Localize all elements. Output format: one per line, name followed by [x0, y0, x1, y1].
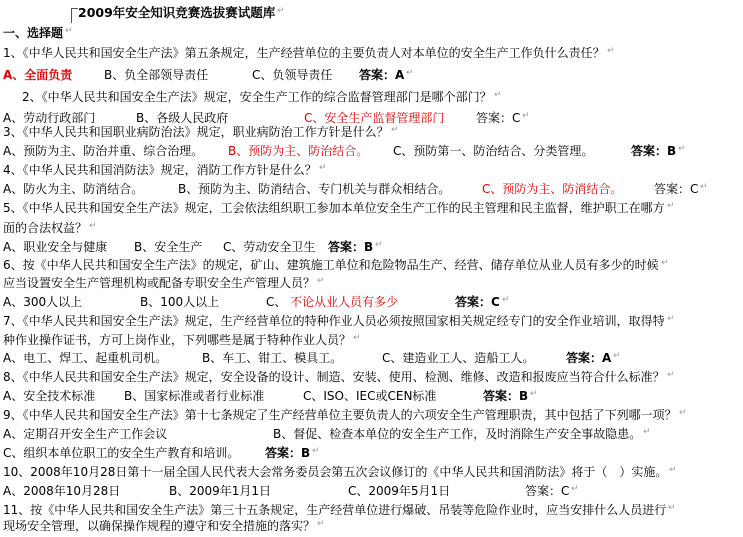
- paragraph-mark-icon: ↵: [668, 503, 676, 513]
- text-run: B、预防为主、防治结合。: [228, 144, 369, 158]
- text-run: C、劳动安全卫生: [223, 240, 316, 254]
- text-run: B、国家标准或者行业标准: [124, 389, 265, 403]
- paragraph-mark-icon: ↵: [661, 258, 669, 268]
- paragraph-mark-icon: ↵: [613, 351, 621, 361]
- text-run: A、定期召开安全生产工作会议: [3, 427, 168, 441]
- text-run: 答案：A: [566, 351, 612, 365]
- paragraph-mark-icon: ↵: [317, 519, 325, 529]
- text-run: 答案：C: [476, 111, 521, 125]
- text-line: [0, 42, 743, 64]
- paragraph-mark-icon: ↵: [391, 125, 399, 135]
- text-run: C、2009年5月1日: [348, 484, 451, 498]
- text-run: 2009年安全知识竞赛选拔赛试题库: [78, 5, 276, 20]
- text-run: 4、《中华人民共和国消防法》规定，消防工作方针是什么？: [3, 163, 317, 177]
- paragraph-mark-icon: ↵: [319, 163, 327, 173]
- text-run: B、2009年1月1日: [169, 484, 272, 498]
- text-run: 7、《中华人民共和国安全生产法》规定，生产经营单位的特种作业人员必须按照国家相关规定经专门的安全作业培训，取得特: [3, 314, 665, 328]
- text-run: B、各级人民政府: [136, 111, 229, 125]
- paragraph-mark-icon: ↵: [502, 295, 510, 305]
- text-run: 6、按《中华人民共和国安全生产法》的规定，矿山、建筑施工单位和危险物品生产、经营、储存单位从业人员有多少的时候: [3, 258, 659, 272]
- text-line: [0, 197, 743, 219]
- text-run: C、组织本单位职工的安全生产教育和培训。: [3, 446, 240, 460]
- paragraph-mark-icon: ↵: [353, 333, 361, 343]
- text-run: 不论从业人员有多少: [290, 295, 399, 309]
- text-run: C、: [266, 295, 287, 309]
- text-run: A、预防为主、防治并重、综合治理。: [3, 144, 204, 158]
- text-run: 答案：A: [359, 68, 405, 82]
- text-run: B、预防为主、防消结合、专门机关与群众相结合。: [178, 182, 451, 196]
- paragraph-mark-icon: ↵: [375, 240, 383, 250]
- text-run: A、安全技术标准: [3, 389, 96, 403]
- text-run: C、预防为主、防消结合。: [482, 182, 623, 196]
- text-run: B、安全生产: [134, 240, 203, 254]
- paragraph-mark-icon: ↵: [312, 446, 320, 456]
- text-run: C、安全生产监督管理部门: [304, 111, 445, 125]
- text-run: A、职业安全与健康: [3, 240, 108, 254]
- paragraph-mark-icon: ↵: [65, 26, 73, 36]
- text-line: [0, 64, 743, 86]
- text-run: 1、《中华人民共和国安全生产法》第五条规定，生产经营单位的主要负责人对本单位的安全生产工作负什么责任？: [3, 46, 605, 60]
- text-run: 应当设置安全生产管理机构或配备专职安全生产管理人员？: [3, 276, 316, 290]
- paragraph-mark-icon: ↵: [667, 201, 675, 211]
- paragraph-mark-icon: ↵: [700, 182, 708, 192]
- text-run: 答案：B: [631, 144, 677, 158]
- text-run: 答案：B: [483, 389, 529, 403]
- paragraph-mark-icon: ↵: [679, 408, 687, 418]
- paragraph-mark-icon: ↵: [669, 465, 677, 475]
- document-title: [0, 2, 743, 24]
- text-line: [0, 22, 743, 44]
- text-run: 现场安全管理，以确保操作规程的遵守和安全措施的落实？: [3, 519, 316, 533]
- paragraph-mark-icon: ↵: [667, 314, 675, 324]
- paragraph-mark-icon: ↵: [530, 389, 538, 399]
- text-run: 种作业操作证书，方可上岗作业，下列哪些是属于特种作业人员？: [3, 333, 352, 347]
- text-run: 11、按《中华人民共和国安全生产法》第三十五条规定，生产经营单位进行爆破、吊装等危险作业时，应当安排什么人员进行: [3, 503, 667, 517]
- text-run: 面的合法权益？: [3, 221, 88, 235]
- text-run: A、2008年10月28日: [3, 484, 121, 498]
- text-run: 答案：B: [328, 240, 374, 254]
- text-run: B、100人以上: [140, 295, 220, 309]
- paragraph-mark-icon: ↵: [522, 111, 530, 121]
- paragraph-mark-icon: ↵: [678, 144, 686, 154]
- text-run: C、负领导责任: [252, 68, 333, 82]
- text-run: A、防火为主、防消结合。: [3, 182, 144, 196]
- text-run: A、300人以上: [3, 295, 83, 309]
- text-run: C、预防第一、防治结合、分类管理。: [393, 144, 594, 158]
- text-run: 10、2008年10月28日第十一届全国人民代表大会常务委员会第五次会议修订的《中华人民共和国消防法》将于（ ）实施。: [3, 465, 668, 479]
- paragraph-mark-icon: ↵: [277, 6, 285, 16]
- text-run: 2、《中华人民共和国安全生产法》规定，安全生产工作的综合监督管理部门是哪个部门？: [22, 90, 492, 104]
- text-run: 一、选择题: [3, 26, 64, 40]
- text-run: 9、《中华人民共和国安全生产法》第十七条规定了生产经营单位主要负责人的六项安全生产管理职责，其中包括了下列哪一项？: [3, 408, 677, 422]
- text-run: B、督促、检查本单位的安全生产工作，及时消除生产安全事故隐患。: [273, 427, 642, 441]
- paragraph-mark-icon: ↵: [607, 46, 615, 56]
- text-run: C、建造业工人、造船工人。: [382, 351, 535, 365]
- paragraph-mark-icon: ↵: [667, 370, 675, 380]
- text-run: A、全面负责: [3, 68, 73, 82]
- text-run: 答案：B: [265, 446, 311, 460]
- paragraph-mark-icon: ↵: [89, 221, 97, 231]
- text-run: A、劳动行政部门: [3, 111, 96, 125]
- text-line: [0, 86, 743, 108]
- text-run: 5、《中华人民共和国安全生产法》规定，工会依法组织职工参加本单位安全生产工作的民主管理和民主监督，维护职工在哪方: [3, 201, 665, 215]
- text-run: 答案：C: [654, 182, 699, 196]
- paragraph-mark-icon: ↵: [406, 68, 414, 78]
- text-run: 8、《中华人民共和国安全生产法》规定，安全设备的设计、制造、安装、使用、检测、维修、改造和报废应当符合什么标准？: [3, 370, 665, 384]
- text-run: 答案：C: [525, 484, 570, 498]
- text-run: B、负全部领导责任: [104, 68, 209, 82]
- text-run: 3、《中华人民共和国职业病防治法》规定，职业病防治工作方针是什么？: [3, 125, 389, 139]
- paragraph-mark-icon: ↵: [643, 427, 651, 437]
- text-line: [0, 515, 743, 537]
- text-run: 答案：C: [455, 295, 500, 309]
- text-run: C、ISO、IEC或CEN标准: [303, 389, 437, 403]
- paragraph-mark-icon: ↵: [494, 90, 502, 100]
- text-run: B、车工、钳工、模具工。: [202, 351, 343, 365]
- paragraph-mark-icon: ↵: [571, 484, 579, 494]
- paragraph-mark-icon: ↵: [317, 276, 325, 286]
- text-run: A、电工、焊工、起重机司机。: [3, 351, 168, 365]
